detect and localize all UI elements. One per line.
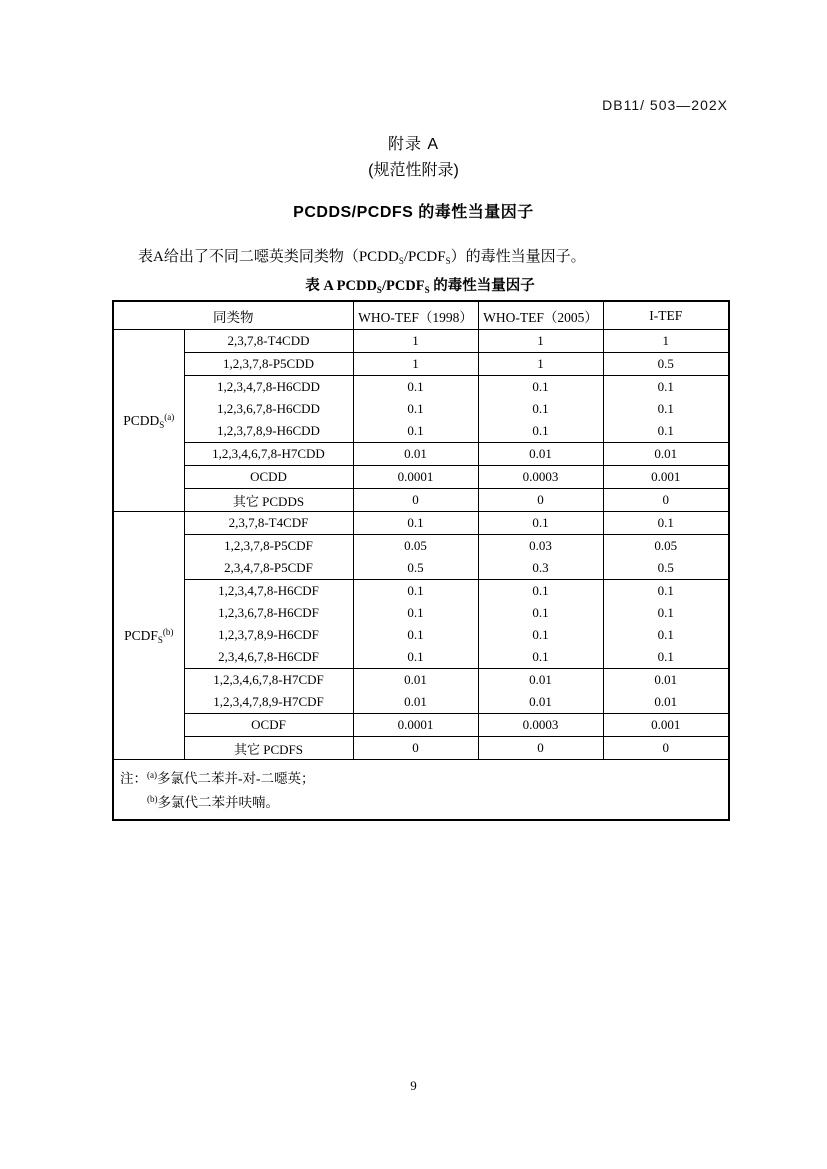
table-row (113, 691, 729, 714)
congener-name: 其它 PCDDS (184, 489, 353, 512)
table-row (113, 580, 729, 603)
congener-name: OCDF (184, 714, 353, 737)
congener-name: 1,2,3,7,8-P5CDD (184, 353, 353, 376)
group-pcdd-base: PCDD (123, 412, 160, 428)
congener-name: 2,3,7,8-T4CDD (184, 330, 353, 353)
value-itef: 0.001 (603, 466, 729, 489)
value-itef: 0.5 (603, 353, 729, 376)
value-itef: 0.1 (603, 512, 729, 535)
note-prefix: 注： (120, 771, 147, 786)
table-row (113, 646, 729, 669)
value-who2005: 1 (478, 353, 603, 376)
table-row (113, 443, 729, 466)
value-who1998: 0 (353, 737, 478, 760)
congener-name: 1,2,3,4,7,8-H6CDD (184, 376, 353, 399)
table-row (113, 535, 729, 558)
note-a-text: 多氯代二苯并-对-二噁英； (157, 771, 315, 786)
value-who2005: 0.1 (478, 602, 603, 624)
value-who1998: 0.05 (353, 535, 478, 558)
value-itef: 0.01 (603, 443, 729, 466)
table-row (113, 624, 729, 646)
table-row (113, 489, 729, 512)
note-b-superscript: (b) (147, 794, 158, 804)
value-itef: 0.1 (603, 602, 729, 624)
value-who2005: 0.1 (478, 512, 603, 535)
value-who1998: 0.01 (353, 691, 478, 714)
value-who1998: 0 (353, 489, 478, 512)
value-itef: 0.5 (603, 557, 729, 580)
group-label-pcdfs (113, 512, 184, 760)
appendix-heading: PCDDS/PCDFS 的毒性当量因子 (293, 204, 534, 221)
header-who-tef-1998: WHO-TEF（1998） (353, 301, 478, 330)
caption-text-3: 的毒性当量因子 (429, 278, 535, 294)
group-pcdd-superscript: (a) (164, 411, 175, 422)
appendix-title: 附录 A (387, 136, 440, 153)
value-who1998: 0.1 (353, 512, 478, 535)
value-who1998: 0.1 (353, 580, 478, 603)
group-pcdf-subscript: S (157, 634, 163, 645)
value-who1998: 0.5 (353, 557, 478, 580)
congener-name: 1,2,3,4,6,7,8-H7CDD (184, 443, 353, 466)
table-note (113, 760, 729, 821)
value-who2005: 0.01 (478, 669, 603, 692)
value-who1998: 0.1 (353, 602, 478, 624)
value-who2005: 1 (478, 330, 603, 353)
intro-text-3: ）的毒性当量因子。 (450, 249, 586, 265)
table-caption (112, 274, 728, 295)
value-who2005: 0.1 (478, 646, 603, 669)
value-who1998: 0.1 (353, 398, 478, 420)
value-who1998: 0.01 (353, 443, 478, 466)
table-row (113, 714, 729, 737)
value-who1998: 1 (353, 353, 478, 376)
value-who2005: 0 (478, 737, 603, 760)
value-who1998: 0.0001 (353, 714, 478, 737)
table-row (113, 330, 729, 353)
congener-name: 2,3,4,7,8-P5CDF (184, 557, 353, 580)
congener-name: 1,2,3,6,7,8-H6CDD (184, 398, 353, 420)
group-pcdf-superscript: (b) (162, 626, 174, 637)
value-itef: 0.1 (603, 420, 729, 443)
congener-name: 1,2,3,4,7,8,9-H7CDF (184, 691, 353, 714)
tef-table (112, 300, 730, 821)
value-itef: 0.1 (603, 646, 729, 669)
congener-name: 1,2,3,4,6,7,8-H7CDF (184, 669, 353, 692)
intro-subscript-1: S (398, 256, 404, 266)
intro-paragraph (112, 246, 728, 272)
congener-name: 1,2,3,6,7,8-H6CDF (184, 602, 353, 624)
table-row (113, 420, 729, 443)
intro-subscript-2: S (445, 256, 451, 266)
value-itef: 0 (603, 737, 729, 760)
value-who2005: 0.1 (478, 624, 603, 646)
caption-subscript-1: S (376, 285, 382, 295)
value-who1998: 0.1 (353, 376, 478, 399)
table-note-row (113, 760, 729, 821)
value-who2005: 0.01 (478, 443, 603, 466)
value-who1998: 0.1 (353, 624, 478, 646)
congener-name: 1,2,3,7,8,9-H6CDF (184, 624, 353, 646)
value-itef: 0.1 (603, 398, 729, 420)
congener-name: 2,3,4,6,7,8-H6CDF (184, 646, 353, 669)
table-row (113, 353, 729, 376)
document-code: DB11/ 503—202X (602, 97, 728, 113)
intro-text-2: /PCDF (403, 249, 446, 265)
group-label-pcdds (113, 330, 184, 512)
value-who2005: 0.03 (478, 535, 603, 558)
value-who2005: 0.1 (478, 420, 603, 443)
table-row (113, 602, 729, 624)
congener-name: 1,2,3,4,7,8-H6CDF (184, 580, 353, 603)
value-who1998: 1 (353, 330, 478, 353)
value-itef: 0 (603, 489, 729, 512)
table-row (113, 398, 729, 420)
value-who2005: 0.1 (478, 580, 603, 603)
value-itef: 0.01 (603, 669, 729, 692)
table-row (113, 466, 729, 489)
note-line-a (120, 765, 724, 789)
appendix-subtitle: (规范性附录) (368, 162, 459, 179)
value-who2005: 0.0003 (478, 714, 603, 737)
value-itef: 0.01 (603, 691, 729, 714)
value-itef: 0.1 (603, 624, 729, 646)
header-congener: 同类物 (113, 301, 353, 330)
intro-text-1: 表A给出了不同二噁英类同类物（PCDD (138, 249, 399, 265)
value-itef: 0.1 (603, 580, 729, 603)
table-row (113, 512, 729, 535)
group-pcdf-base: PCDF (124, 627, 158, 643)
note-b-text: 多氯代二苯并呋喃。 (157, 795, 279, 810)
header-i-tef: I-TEF (603, 301, 729, 330)
value-who2005: 0.0003 (478, 466, 603, 489)
note-line-b (147, 789, 724, 813)
value-who2005: 0 (478, 489, 603, 512)
value-who2005: 0.1 (478, 398, 603, 420)
value-itef: 0.1 (603, 376, 729, 399)
value-itef: 1 (603, 330, 729, 353)
note-a-superscript: (a) (147, 770, 157, 780)
value-who2005: 0.3 (478, 557, 603, 580)
value-itef: 0.05 (603, 535, 729, 558)
value-who1998: 0.01 (353, 669, 478, 692)
value-who1998: 0.1 (353, 646, 478, 669)
congener-name: 其它 PCDFS (184, 737, 353, 760)
table-row (113, 557, 729, 580)
congener-name: 2,3,7,8-T4CDF (184, 512, 353, 535)
caption-text-2: /PCDF (381, 278, 425, 294)
congener-name: 1,2,3,7,8,9-H6CDD (184, 420, 353, 443)
table-row (113, 737, 729, 760)
value-who1998: 0.1 (353, 420, 478, 443)
value-who2005: 0.1 (478, 376, 603, 399)
header-who-tef-2005: WHO-TEF（2005） (478, 301, 603, 330)
table-row (113, 669, 729, 692)
congener-name: OCDD (184, 466, 353, 489)
table-header-row (113, 301, 729, 330)
group-pcdd-subscript: S (159, 419, 165, 430)
value-who1998: 0.0001 (353, 466, 478, 489)
value-who2005: 0.01 (478, 691, 603, 714)
table-row (113, 376, 729, 399)
congener-name: 1,2,3,7,8-P5CDF (184, 535, 353, 558)
caption-text-1: 表 A PCDD (305, 278, 377, 294)
page-number: 9 (410, 1078, 417, 1093)
caption-subscript-2: S (424, 285, 430, 295)
value-itef: 0.001 (603, 714, 729, 737)
